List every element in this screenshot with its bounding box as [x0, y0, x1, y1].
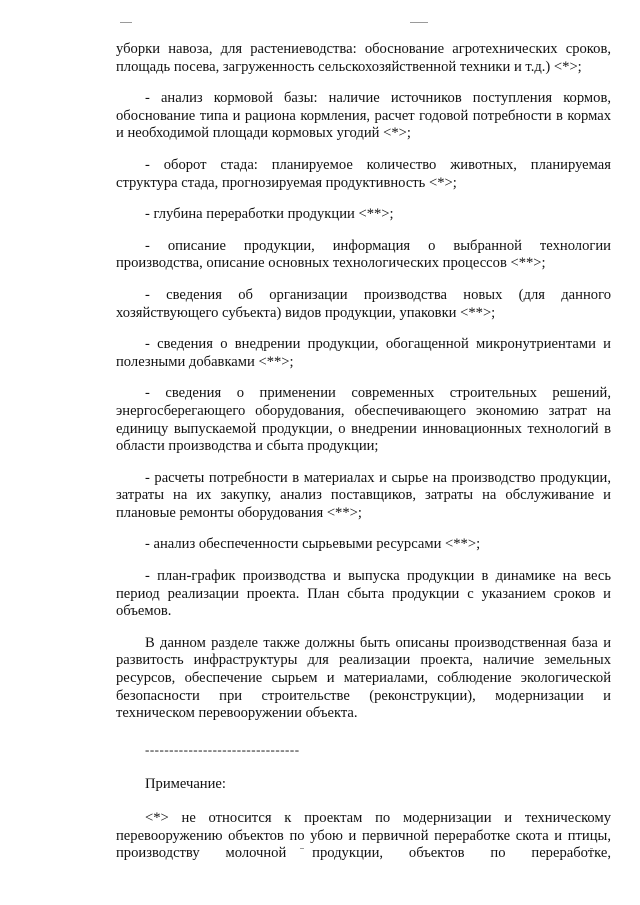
paragraph-materials-calculation: - расчеты потребности в материалах и сырье на производство продукции, затраты на их закупку, анализ поставщиков, затраты на обслуживание и плановые ремонты оборудования <**>; [116, 469, 611, 521]
scan-mark-top-left [120, 22, 132, 23]
paragraph-section-description: В данном разделе также должны быть описаны производственная база и развитость инфраструктуры для реализации проекта, наличие земельных ресурсов, обеспечение сырьем и материалами, соблюдение экологической безопасности при строительстве (реконструкции), модернизации и техническом перевооружении объекта. [116, 634, 611, 722]
paragraph-herd-turnover: - оборот стада: планируемое количество животных, планируемая структура стада, прогнозируемая продуктивность <*>; [116, 156, 611, 191]
paragraph-feed-base: - анализ кормовой базы: наличие источников поступления кормов, обоснование типа и рациона кормления, расчет годовой потребности в кормах и необходимой площади кормовых угодий <*>; [116, 90, 611, 142]
footnote-single-star: <*> не относится к проектам по модернизации и техническому перевооружению объектов по убою и первичной переработке скота и птицы, производству молочной продукции, объектов по переработке, [116, 810, 611, 862]
scan-mark-top-right [410, 22, 428, 23]
paragraph-intro-continuation: уборки навоза, для растениеводства: обоснование агротехнических сроков, площадь посева, загруженность сельскохозяйственной техники и т.д.) <*>; [116, 41, 611, 75]
paragraph-new-products: - сведения об организации производства новых (для данного хозяйствующего субъекта) видов продукции, упаковки <**>; [116, 286, 611, 321]
paragraph-modern-solutions: - сведения о применении современных строительных решений, энергосберегающего оборудования, обеспечивающего экономию затрат на единицу выпускаемой продукции, о внедрении инновационных технологий в области производства и сбыта продукции; [116, 385, 611, 455]
paragraph-micronutrients: - сведения о внедрении продукции, обогащенной микронутриентами и полезными добавками <**>; [116, 336, 611, 370]
paragraph-product-description: - описание продукции, информация о выбранной технологии производства, описание основных технологических процессов <**>; [116, 237, 611, 272]
document-page [116, 41, 611, 877]
footnote-separator: -------------------------------- [145, 741, 300, 757]
paragraph-processing-depth: - глубина переработки продукции <**>; [145, 206, 394, 223]
paragraph-raw-resources: - анализ обеспеченности сырьевыми ресурсами <**>; [145, 536, 481, 553]
paragraph-production-schedule: - план-график производства и выпуска продукции в динамике на весь период реализации проекта. План сбыта продукции с указанием сроков и объемов. [116, 568, 611, 620]
note-heading: Примечание: [145, 776, 226, 793]
